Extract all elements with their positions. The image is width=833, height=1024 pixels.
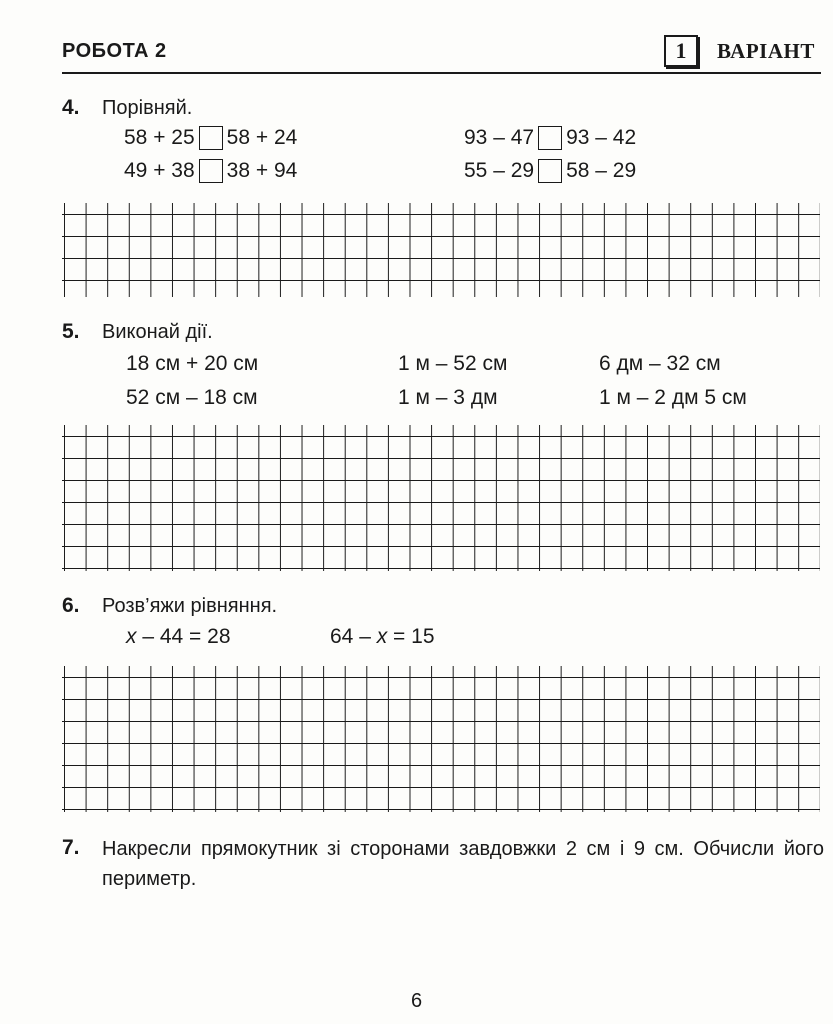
equation-1 [126,625,231,649]
compare-expr-a: 93 – 47 [464,126,535,149]
task4-row1-left [124,126,297,150]
task4-row2-left [124,159,297,183]
task6-title: Розв’яжи рівняння. [102,595,278,617]
compare-expr-b: 93 – 42 [566,126,637,149]
task4-row2-right [464,159,636,183]
variant-label: ВАРІАНТ [717,39,815,63]
compare-answer-box[interactable] [199,126,223,150]
task7-text: Накресли прямокутник зі сторонами завдовжки 2 см і 9 см. Обчисли його периметр. [102,838,824,890]
variable-x: x [376,625,388,648]
task5-title: Виконай дії. [102,321,213,343]
answer-grid-task6[interactable] [62,666,820,812]
task6-number: 6. [62,594,80,617]
task7-number: 7. [62,836,80,859]
equation-2 [330,625,435,649]
variable-x: x [126,625,137,648]
page-number: 6 [410,990,423,1012]
compare-expr-a: 55 – 29 [464,159,535,182]
compare-expr-a: 58 + 25 [124,126,195,149]
variant-number-box: 1 [664,35,698,67]
answer-grid-task4[interactable] [62,203,820,297]
equation-2-left: 64 – [330,625,377,648]
task4-title: Порівняй. [102,97,193,119]
task5-expr: 1 м – 2 дм 5 см [599,386,747,409]
compare-answer-box[interactable] [538,126,562,150]
task5-expr: 18 см + 20 см [126,352,259,375]
compare-expr-b: 38 + 94 [226,159,298,182]
compare-answer-box[interactable] [199,159,223,183]
task5-number: 5. [62,320,80,343]
compare-answer-box[interactable] [538,159,562,183]
page-title: РОБОТА 2 [62,40,167,62]
header-divider [62,72,821,74]
compare-expr-b: 58 + 24 [226,126,298,149]
answer-grid-task5[interactable] [62,425,820,571]
compare-expr-a: 49 + 38 [124,159,195,182]
task4-number: 4. [62,96,80,119]
task5-expr: 1 м – 3 дм [398,386,498,409]
task5-expr: 1 м – 52 см [398,352,508,375]
task4-row1-right [464,126,636,150]
equation-1-rest: – 44 = 28 [136,625,231,648]
compare-expr-b: 58 – 29 [566,159,637,182]
task5-expr: 52 см – 18 см [126,386,258,409]
task5-expr: 6 дм – 32 см [599,352,721,375]
equation-2-rest: = 15 [387,625,435,648]
